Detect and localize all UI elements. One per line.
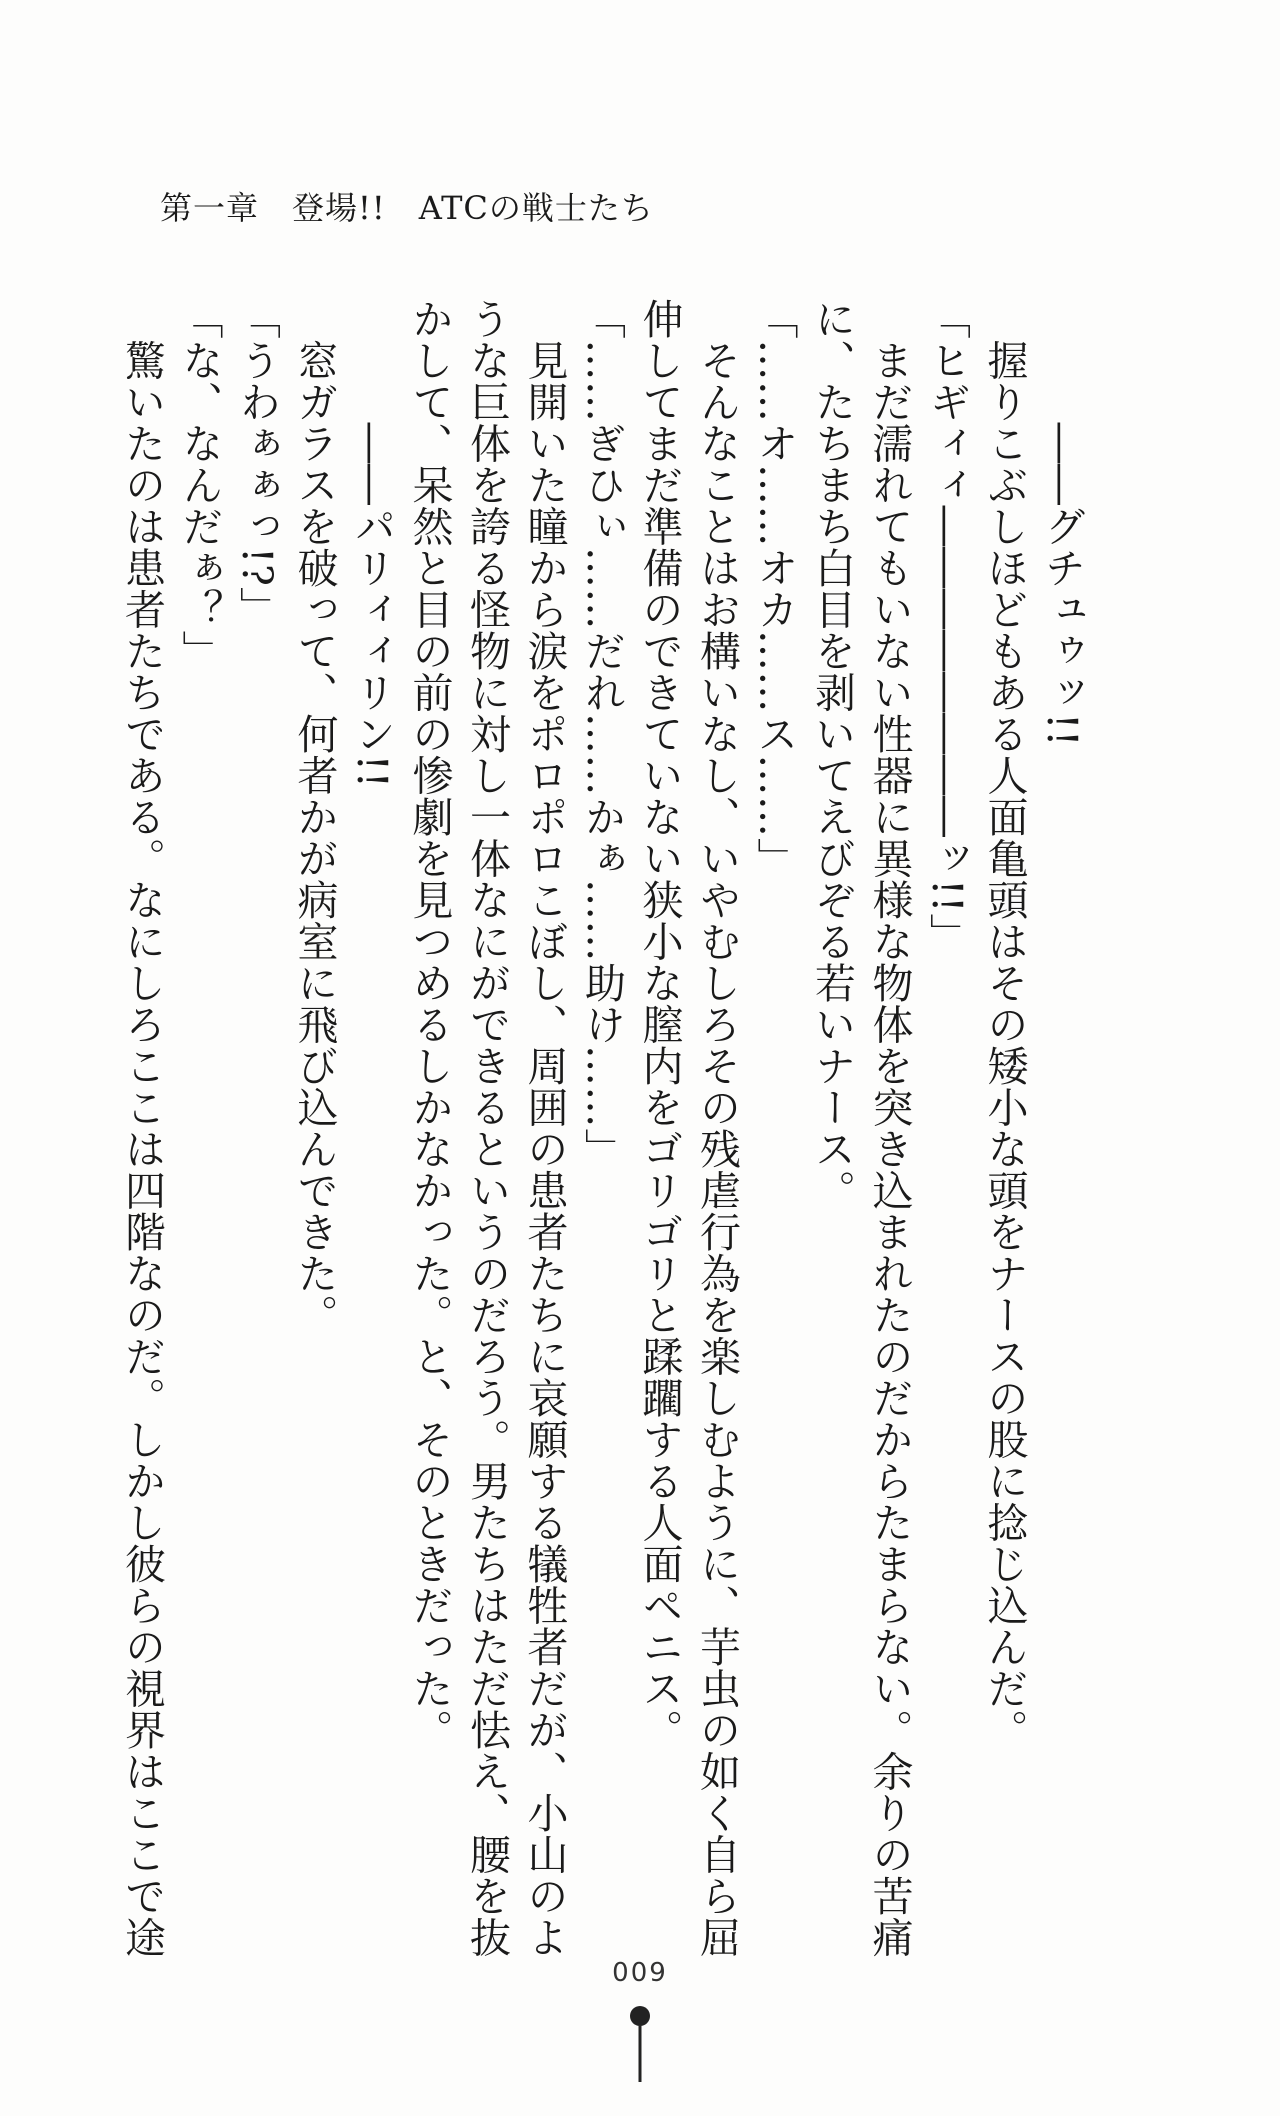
text-line: ――パリィィリン!! bbox=[348, 298, 396, 789]
text-line: 「ヒギィィ――――――――ッ!!」 bbox=[923, 298, 971, 955]
text-line: ――グチュゥッ!! bbox=[1038, 298, 1086, 747]
text-line: 握りこぶしほどもある人面亀頭はその矮小な頭をナースの股に捻じ込んだ。 bbox=[980, 298, 1029, 1751]
text-line: 伸してまだ準備のできていない狭小な膣内をゴリゴリと蹂躙する人面ペニス。 bbox=[635, 298, 684, 1751]
chapter-header: 第一章 登場!! ATCの戦士たち bbox=[160, 189, 654, 227]
text-line: 見開いた瞳から涙をポロポロこぼし、周囲の患者たちに哀願する犠牲者だが、小山のよ bbox=[520, 298, 569, 1958]
text-line: 「な、なんだぁ？」 bbox=[175, 298, 224, 672]
text-line: 窓ガラスを破って、何者かが病室に飛び込んできた。 bbox=[290, 298, 339, 1336]
text-line: に、たちまち白目を剥いてえびぞる若いナース。 bbox=[808, 298, 856, 1211]
page-number: 009 bbox=[612, 1958, 668, 1988]
text-line: かして、呆然と目の前の惨劇を見つめるしかなかった。と、そのときだった。 bbox=[405, 298, 454, 1751]
text-line: 「うわぁぁっ!?」 bbox=[233, 298, 281, 628]
vertical-body-text bbox=[113, 298, 1091, 1958]
text-line: 驚いたのは患者たちである。なにしろここは四階なのだ。しかし彼らの視界はここで途 bbox=[118, 298, 166, 1958]
text-line: そんなことはお構いなし、いやむしろその残虐行為を楽しむように、芋虫の如く自ら屈 bbox=[693, 298, 741, 1958]
text-line: 「……ぎひぃ……だれ……かぁ……助け……」 bbox=[578, 298, 626, 1170]
page-marker-icon bbox=[622, 2004, 658, 2084]
text-line: うな巨体を誇る怪物に対し一体なにができるというのだろう。男たちはただ怯え、腰を抜 bbox=[463, 298, 511, 1958]
text-line: 「……オ……オカ……ス……」 bbox=[750, 298, 799, 879]
text-line: まだ濡れてもいない性器に異様な物体を突き込まれたのだからたまらない。余りの苦痛 bbox=[865, 298, 914, 1958]
